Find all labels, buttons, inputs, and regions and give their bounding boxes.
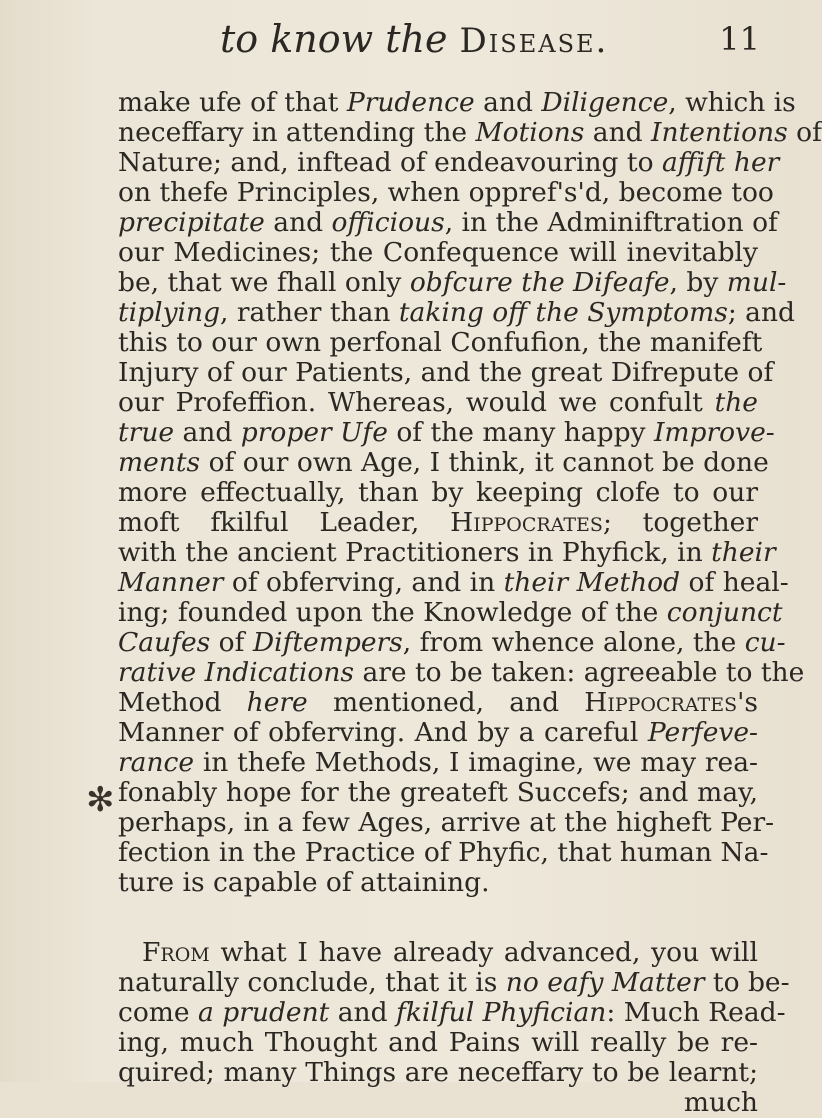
text-run: mul-	[726, 267, 787, 298]
marginal-mark-icon: ✻	[86, 780, 115, 820]
text-line	[118, 868, 758, 898]
text-run: of the many happy	[387, 417, 654, 448]
text-run: on thefe Principles, when oppref's'd, become too	[118, 177, 774, 208]
text-line	[118, 478, 758, 508]
text-run: fection in the Practice of Phyfic, that human Na-	[118, 837, 769, 868]
text-line	[118, 327, 763, 358]
text-line	[118, 967, 790, 998]
text-run: of our own Age, I think, it cannot be done	[200, 447, 769, 478]
text-run: Manner of obferving. And by a careful	[118, 717, 648, 748]
text-line	[118, 627, 786, 658]
text-run: are to be taken: agreeable to the	[354, 657, 805, 688]
text-run: a prudent	[198, 997, 330, 1028]
text-run: fonably hope for the greateft Succefs; and may,	[118, 777, 758, 808]
text-run: tiplying	[118, 297, 221, 328]
text-line	[118, 147, 780, 178]
text-run: and	[584, 117, 652, 148]
text-run: rance	[118, 747, 195, 778]
text-line	[118, 997, 786, 1028]
text-run: From	[142, 937, 210, 968]
text-run: obfcure the Difeafe	[409, 267, 670, 298]
text-run: our Profeffion. Whereas, would we confult	[118, 387, 715, 418]
text-run: Injury of our Patients, and the great Difrepute of	[118, 357, 774, 388]
catchword: much	[683, 1087, 758, 1118]
running-header	[220, 14, 760, 64]
text-run: come	[118, 997, 199, 1028]
text-run: their Method	[503, 567, 681, 598]
text-run: Diftempers	[252, 627, 403, 658]
text-run: of	[787, 117, 822, 148]
text-run: be, that we fhall only	[118, 267, 410, 298]
text-line	[118, 718, 758, 748]
text-run: , which is	[668, 87, 796, 118]
text-run: Hippocrates	[450, 507, 603, 538]
text-run: , from whence alone, the	[402, 627, 745, 658]
text-line	[118, 537, 776, 568]
text-run: Manner	[118, 567, 224, 598]
text-line	[118, 267, 787, 298]
paragraph-1	[118, 87, 822, 898]
text-run: mentioned, and	[307, 687, 585, 718]
text-run: : Much Read-	[606, 997, 786, 1028]
text-run: Hippocrates	[584, 687, 738, 718]
text-line	[118, 117, 822, 148]
text-run: and	[174, 417, 241, 448]
text-run: ; and	[727, 297, 796, 328]
page-number: 11	[719, 20, 760, 58]
text-run: and	[264, 207, 332, 238]
text-run: ; together	[602, 507, 759, 538]
text-run: proper Ufe	[240, 417, 388, 448]
text-line	[118, 508, 758, 538]
text-run: Motions	[475, 117, 585, 148]
text-run: and	[474, 87, 542, 118]
text-run: , in the Adminiftration of	[444, 207, 778, 238]
text-run: of heal-	[680, 567, 789, 598]
text-run: , rather than	[220, 297, 399, 328]
text-run: Nature; and, inftead of endeavouring to	[118, 147, 662, 178]
text-run: ing; founded upon the Knowledge of the	[118, 597, 667, 628]
text-run: this to our own perfonal Confufion, the manifeft	[118, 327, 763, 358]
text-run: officious	[331, 207, 445, 238]
text-run: Caufes	[118, 627, 211, 658]
text-run: in thefe Methods, I imagine, we may rea-	[194, 747, 758, 778]
text-run: perhaps, in a few Ages, arrive at the higheft Per-	[118, 807, 775, 838]
text-run: ture is capable of attaining.	[118, 867, 490, 898]
text-line	[118, 807, 775, 838]
text-run: make ufe of that	[118, 87, 347, 118]
text-run: taking off the Symptoms	[398, 297, 728, 328]
text-line	[118, 87, 796, 118]
text-run: Method	[118, 687, 247, 718]
text-line	[118, 297, 796, 328]
text-line	[118, 938, 758, 968]
text-run: to be-	[704, 967, 790, 998]
text-run: with the ancient Practitioners in Phyfick, in	[118, 537, 712, 568]
text-line	[118, 837, 769, 868]
text-line	[118, 177, 774, 208]
text-line	[118, 688, 758, 718]
text-run: Intentions	[651, 117, 788, 148]
text-run: more effectually, than by keeping clofe to our	[118, 477, 758, 508]
text-line	[118, 748, 758, 778]
text-run: quired; many Things are neceffary to be learnt;	[118, 1057, 758, 1088]
running-head-caps: Disease.	[459, 21, 609, 61]
text-line	[118, 207, 778, 238]
paragraph-2	[118, 937, 790, 1088]
text-run: cu-	[744, 627, 786, 658]
text-run: and	[329, 997, 397, 1028]
text-line	[118, 357, 774, 388]
text-line	[118, 388, 758, 418]
text-run: conjunct	[666, 597, 783, 628]
text-run: moft fkilful Leader,	[118, 507, 451, 538]
text-run: precipitate	[118, 207, 265, 238]
text-run: naturally conclude, that it is	[118, 967, 506, 998]
text-run: ing, much Thought and Pains will really be re-	[118, 1027, 758, 1058]
text-run: neceffary in attending the	[118, 117, 476, 148]
text-run: Perfeve-	[647, 717, 758, 748]
text-line	[118, 657, 805, 688]
text-line	[118, 238, 758, 268]
text-line	[118, 567, 789, 598]
text-line	[118, 1028, 758, 1058]
text-run: ments	[118, 447, 201, 478]
text-run: our Medicines; the Confequence will inevitably	[118, 237, 758, 268]
body-text	[118, 87, 822, 1118]
text-run: 's	[737, 687, 758, 718]
running-head-italic: to know the	[220, 17, 448, 61]
text-line	[118, 447, 769, 478]
text-line	[118, 597, 783, 628]
text-run: of	[210, 627, 253, 658]
text-run: Improve-	[653, 417, 775, 448]
text-line	[118, 778, 758, 808]
text-run: of obferving, and in	[223, 567, 504, 598]
text-run: here	[246, 687, 308, 718]
text-run: true	[118, 417, 175, 448]
text-run: , by	[669, 267, 727, 298]
text-line	[118, 417, 775, 448]
text-run: no eafy Matter	[505, 967, 705, 998]
text-run: the	[714, 387, 758, 418]
text-line	[118, 1058, 758, 1088]
text-run: rative Indications	[118, 657, 355, 688]
text-run: their	[711, 537, 776, 568]
text-run: affift her	[661, 147, 780, 178]
text-run: Diligence	[541, 87, 669, 118]
text-run: what I have already advanced, you will	[209, 937, 758, 968]
text-run: fkilful Phyfician	[396, 997, 607, 1028]
text-run: Prudence	[346, 87, 475, 118]
